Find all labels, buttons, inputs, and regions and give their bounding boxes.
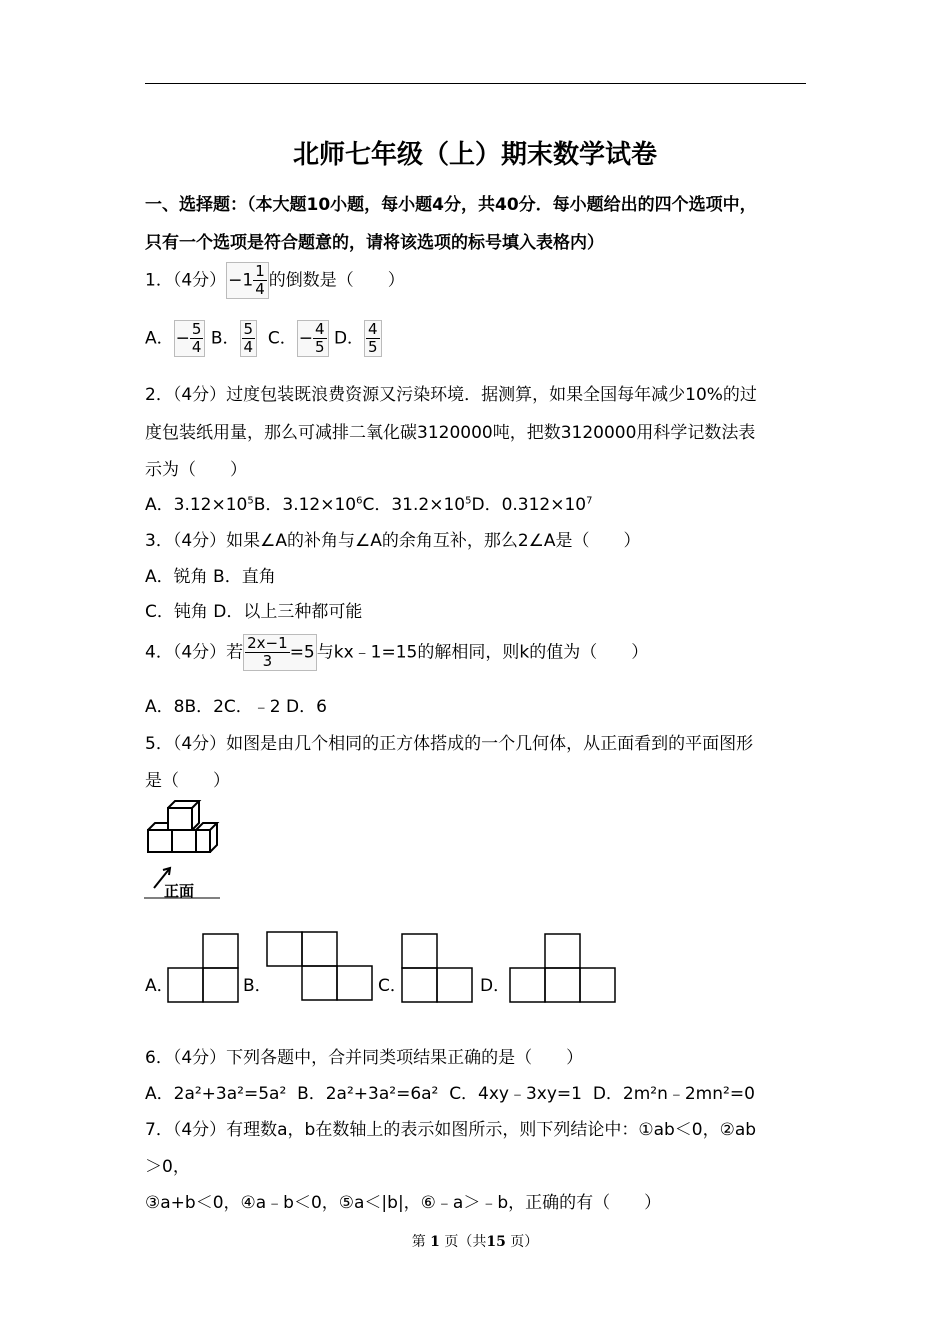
- q1-expression: −1 $\frac{1}{4}$: [226, 262, 269, 299]
- question-1: [145, 262, 405, 299]
- section-heading-line1: 一、选择题：（本大题10小题，每小题4分，共40分．每小题给出的四个选项中，: [145, 195, 757, 215]
- q3-options-1: A．锐角 B．直角: [145, 567, 276, 587]
- q5-line2: 是（ ）: [145, 771, 230, 791]
- q1-prefix: 1．（4分）: [145, 270, 227, 291]
- total-pages: 15: [486, 1234, 506, 1250]
- q4-equation: $\frac{2x-1}{3}$ =5: [243, 634, 317, 671]
- q5-option-b-label: B．: [243, 976, 272, 996]
- q5-figure-label: 正面: [164, 882, 195, 900]
- q1-suffix: 的倒数是（ ）: [268, 270, 405, 291]
- header-rule: [145, 83, 806, 84]
- current-page-number: 1: [430, 1234, 440, 1250]
- q1-option-a: − $\frac{5}{4}$: [174, 320, 206, 357]
- page-title: 北师七年级（上）期末数学试卷: [292, 140, 657, 170]
- q5-line1: 5．（4分）如图是由几个相同的正方体搭成的一个几何体，从正面看到的平面图形: [145, 734, 754, 754]
- q5-option-c-figure: [400, 932, 476, 1004]
- q2-line2: 度包装纸用量，那么可减排二氧化碳3120000吨，把数3120000用科学记数法表: [145, 423, 756, 443]
- page-footer: 第 1 页（共15 页）: [411, 1234, 539, 1250]
- question-4: 4．（4分）若 $\frac{2x-1}{3}$ =5 与kx﹣1=15的解相同，则k的值为（ ）: [145, 634, 649, 670]
- q6-line1: 6．（4分）下列各题中，合并同类项结果正确的是（ ）: [145, 1048, 584, 1068]
- q6-options: A．2a²+3a²=5a² B．2a²+3a²=6a² C．4xy﹣3xy=1 D．2m²n﹣2mn²=0: [145, 1084, 755, 1104]
- q7-line2: ＞0，: [145, 1157, 190, 1177]
- q2-line3: 示为（ ）: [145, 460, 247, 480]
- q1-option-b: $\frac{5}{4}$: [240, 320, 258, 357]
- q2-line1: 2．（4分）过度包装既浪费资源又污染环境．据测算，如果全国每年减少10%的过: [145, 385, 757, 405]
- q5-option-d-figure: [508, 932, 618, 1004]
- q5-option-c-label: C．: [378, 976, 407, 996]
- q1-options: A． − $\frac{5}{4}$ B． $\frac{5}{4}$ C． − $\frac{4}{5}$ D． $\frac{4}{5}$: [145, 320, 382, 357]
- q1-option-d: $\frac{4}{5}$: [364, 320, 382, 357]
- q5-option-b-figure: [265, 930, 375, 1004]
- q5-option-a-label: A．: [145, 976, 174, 996]
- q3-options-2: C．钝角 D．以上三种都可能: [145, 602, 363, 622]
- q7-line1: 7．（4分）有理数a，b在数轴上的表示如图所示，则下列结论中：①ab＜0，②ab: [145, 1120, 757, 1140]
- section-heading-line2: 只有一个选项是符合题意的，请将该选项的标号填入表格内）: [145, 233, 604, 253]
- q4-options: A．8B．2C．﹣2 D．6: [145, 697, 327, 717]
- q5-option-d-label: D．: [480, 976, 511, 996]
- q7-line3: ③a+b＜0，④a﹣b＜0，⑤a＜|b|，⑥﹣a＞﹣b，正确的有（ ）: [145, 1193, 662, 1213]
- q1-option-c: − $\frac{4}{5}$: [297, 320, 329, 357]
- q3-line1: 3．（4分）如果∠A的补角与∠A的余角互补，那么2∠A是（ ）: [145, 531, 641, 551]
- q5-option-a-figure: [166, 932, 242, 1004]
- q2-options: A．$3.12\times 10^5B$．$3.12\times 10^6C$．$31.2\times 10^5D$．$0.312\times 10^7$: [145, 495, 593, 515]
